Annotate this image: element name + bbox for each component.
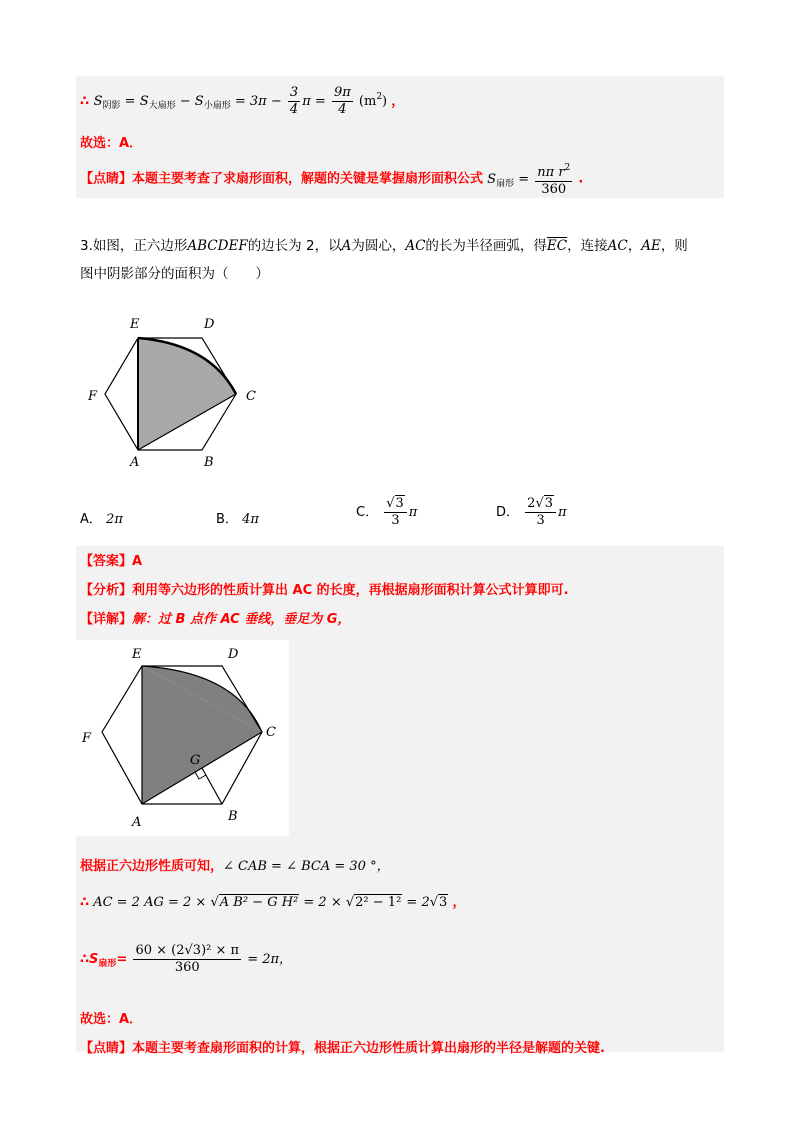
step-2-part-b: = 2 × <box>299 895 346 910</box>
label-a-1: A <box>130 455 140 470</box>
comment-text-bottom: 本题主要考查扇形面积的计算，根据正六边形性质计算出扇形的半径是解题的关键. <box>132 1041 605 1056</box>
option-b[interactable] <box>216 508 259 527</box>
label-c-2: C <box>266 725 276 740</box>
answer-label: 【答案】 <box>80 554 133 569</box>
step-3-sub: 扇形 <box>98 959 117 969</box>
unit: (m <box>358 94 377 109</box>
step-2-part-c: = 2 <box>402 895 430 910</box>
question-number: 3. <box>80 238 93 254</box>
step-3 <box>80 942 292 982</box>
eq-symbol: = <box>518 171 530 187</box>
analysis-label: 【分析】 <box>80 583 133 598</box>
s-symbol: S <box>194 94 204 109</box>
hexagon-name: ABCDEF <box>187 238 248 254</box>
option-a-value: 2π <box>106 512 123 527</box>
step-3-fraction: $\frac{\text{60 × (2√3)² × π}}{360}$ <box>135 943 240 975</box>
q-text-4: 的长为半径画弧，得 <box>425 238 547 254</box>
step-3-eq: = <box>116 952 128 967</box>
option-d-label: D． <box>496 505 520 520</box>
fraction-9pi-4: $\frac{9\pi}{4}$ <box>333 85 351 117</box>
option-a-label: A． <box>80 512 102 527</box>
label-a-2: A <box>132 815 142 830</box>
option-c-label: C． <box>356 505 379 520</box>
three-pi: 3π <box>249 94 267 109</box>
comment-end: . <box>578 171 584 187</box>
label-d-2: D <box>228 647 239 662</box>
detail-text: 解：过 B 点作 AC 垂线，垂足为 G， <box>132 612 351 627</box>
label-e-2: E <box>132 647 142 662</box>
arc-ec: $\overline{EC}$ <box>546 238 568 254</box>
option-c-pi: π <box>408 505 418 520</box>
comment-line-bottom <box>80 1037 605 1056</box>
answer-value: A <box>132 554 143 569</box>
question-3 <box>80 232 720 288</box>
segment-ac-2: AC <box>607 238 628 254</box>
step-1-math: ∠ CAB = ∠ BCA = 30 °， <box>223 859 390 874</box>
q-text-2: 的边长为 2，以 <box>247 238 342 254</box>
step-1-text: 根据正六边形性质可知， <box>80 859 224 874</box>
detail-line <box>80 608 350 627</box>
sector-formula-fraction: $\frac{n\pi r^2}{360}$ <box>535 160 572 198</box>
unit-close: ) <box>382 94 388 109</box>
unit-sup: 2 <box>376 92 383 102</box>
option-d[interactable] <box>496 496 567 529</box>
hexagon-figure-1 <box>80 310 280 475</box>
s-symbol: S <box>487 171 497 187</box>
therefore-symbol: ∴ <box>80 94 90 109</box>
comment-label-bottom: 【点睛】 <box>80 1041 133 1056</box>
fraction-3-4: $\frac{3}{4}$ <box>289 85 299 117</box>
segment-ac: AC <box>405 238 426 254</box>
answer-line <box>80 550 142 569</box>
comment-line-top <box>80 160 583 199</box>
sub-shadow: 阴影 <box>102 101 121 111</box>
eq-symbol: = <box>314 94 326 109</box>
point-a: A <box>341 238 352 254</box>
label-b-2: B <box>228 809 238 824</box>
option-d-fraction: $\frac{2√3}{3}$ <box>525 496 556 529</box>
step-2-root-2: 2² − 1² <box>355 895 402 910</box>
option-b-value: 4π <box>242 512 259 527</box>
label-b-1: B <box>204 455 214 470</box>
q-text-3: 为圆心， <box>351 238 406 254</box>
option-a[interactable] <box>80 508 123 527</box>
answer-line-top: 故选：A． <box>80 136 143 151</box>
label-c-1: C <box>246 389 256 404</box>
eq-symbol: = <box>234 94 246 109</box>
step-3-prefix: ∴S <box>80 952 99 967</box>
q-text-6: ，则 <box>660 238 688 254</box>
analysis-line <box>80 579 569 598</box>
hexagon-figure-2 <box>76 640 289 836</box>
comment-label: 【点睛】 <box>80 171 133 187</box>
s-symbol: S <box>93 94 103 109</box>
step-2-root-1: A B² − G H² <box>219 895 299 910</box>
q-text-5: ，连接 <box>567 238 608 254</box>
step-2: ∴ AC = 2 AG = 2 × √A B² − G H² = 2 × √2² − 1² = 2√3 ， <box>80 895 466 910</box>
q-text-7: 图中阴影部分的面积为（ ） <box>80 266 269 282</box>
analysis-text: 利用等六边形的性质计算出 AC 的长度，再根据扇形面积计算公式计算即可. <box>132 583 569 598</box>
s-symbol: S <box>139 94 149 109</box>
step-2-part-a: AC = 2 AG = 2 × <box>93 895 211 910</box>
label-f-2: F <box>82 731 92 746</box>
option-c-fraction: $\frac{√3}{3}$ <box>384 496 407 529</box>
label-d-1: D <box>204 317 215 332</box>
option-b-label: B． <box>216 512 238 527</box>
sub-sector: 扇形 <box>496 178 515 189</box>
step-2-prefix: ∴ <box>80 895 90 910</box>
pi-symbol: π <box>302 94 311 109</box>
q-comma: ， <box>627 238 642 254</box>
sub-small: 小扇形 <box>203 101 231 111</box>
q-text-1: 如图，正六边形 <box>92 238 188 254</box>
label-g-2: G <box>190 753 201 768</box>
minus-symbol: − <box>179 94 191 109</box>
option-d-pi: π <box>558 505 567 520</box>
step-3-result: = 2π， <box>247 952 293 967</box>
step-1 <box>80 855 390 874</box>
option-c[interactable] <box>356 496 417 529</box>
segment-ae: AE <box>641 238 661 254</box>
minus-symbol: − <box>270 94 282 109</box>
detail-label: 【详解】 <box>80 612 133 627</box>
sub-big: 大扇形 <box>148 101 176 111</box>
answer-line-bottom: 故选：A． <box>80 1012 143 1027</box>
step-2-root-3: 3 <box>439 895 448 910</box>
segment-bg <box>202 768 222 804</box>
formula-end: ， <box>391 94 405 109</box>
step-2-end: ， <box>452 895 466 910</box>
label-e-1: E <box>130 317 140 332</box>
label-f-1: F <box>88 389 98 404</box>
eq-symbol: = <box>124 94 136 109</box>
comment-text: 本题主要考查了求扇形面积，解题的关键是掌握扇形面积公式 <box>132 171 484 187</box>
area-formula-line <box>80 82 404 121</box>
